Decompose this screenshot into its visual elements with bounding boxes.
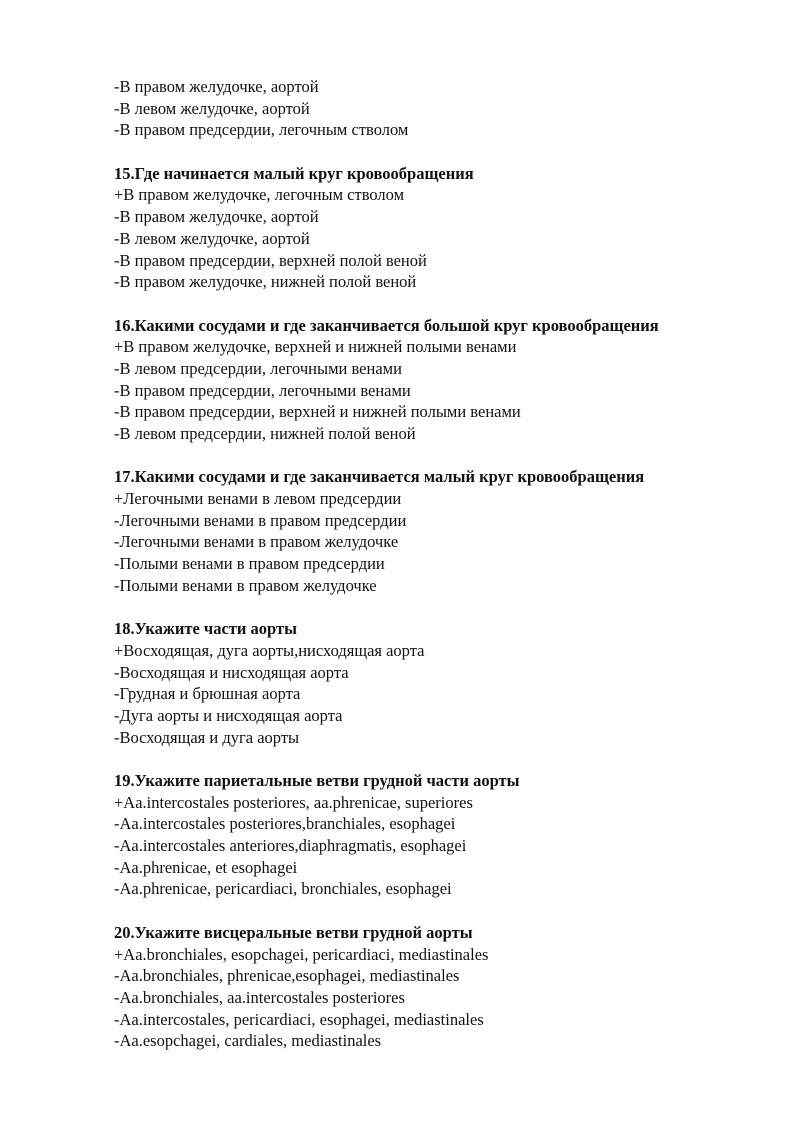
answer-option: -Восходящая и дуга аорты: [114, 727, 300, 747]
question-16: [114, 315, 764, 445]
answer-option: -Aa.bronchiales, phrenicae,esophagei, mediastinales: [114, 966, 460, 986]
answer-option: -Полыми венами в правом предсердии: [114, 554, 385, 574]
answer-option: +Aa.intercostales posteriores, aa.phrenicae, superiores: [114, 792, 473, 812]
question-title: 19.Укажите париетальные ветви грудной части аорты: [114, 771, 520, 790]
question-15: [114, 163, 764, 293]
answer-option: -Aa.phrenicae, et esophagei: [114, 857, 298, 877]
spacer: [114, 293, 764, 315]
answer-option: -Aa.intercostales posteriores,branchiales, esophagei: [114, 814, 456, 834]
question-title: 15.Где начинается малый круг кровообращения: [114, 163, 474, 183]
answer-option: +Легочными венами в левом предсердии: [114, 489, 402, 509]
answer-option: -Aa.esopchagei, cardiales, mediastinales: [114, 1031, 382, 1051]
answer-option: -В правом предсердии, верхней и нижней полыми венами: [114, 402, 521, 422]
answer-option: +В правом желудочке, верхней и нижней полыми венами: [114, 337, 517, 357]
question-17: [114, 466, 764, 596]
answer-option: -Дуга аорты и нисходящая аорта: [114, 705, 343, 725]
question-title: 18.Укажите части аорты: [114, 619, 297, 639]
answer-option: -В левом предсердии, легочными венами: [114, 358, 402, 378]
question-18: [114, 618, 764, 748]
answer-option: -В правом желудочке, аортой: [114, 207, 319, 227]
answer-option: -Aa.phrenicae, pericardiaci, bronchiales, esophagei: [114, 879, 452, 899]
answer-option: -Грудная и брюшная аорта: [114, 684, 301, 704]
answer-option: -Легочными венами в правом предсердии: [114, 510, 407, 530]
answer-option: +Aa.bronchiales, esopchagei, pericardiaci, mediastinales: [114, 944, 489, 964]
answer-option: -В левом предсердии, нижней полой веной: [114, 424, 416, 443]
question-title: 17.Какими сосудами и где заканчивается малый круг кровообращения: [114, 467, 645, 487]
spacer: [114, 748, 764, 770]
spacer: [114, 141, 764, 163]
question-20: [114, 922, 764, 1052]
spacer: [114, 597, 764, 619]
answer-option: -В правом предсердии, легочными венами: [114, 380, 411, 400]
document-page: [114, 76, 764, 1052]
answer-option: +В правом желудочке, легочным стволом: [114, 185, 405, 205]
question-title: 16.Какими сосудами и где заканчивается большой круг кровообращения: [114, 315, 659, 335]
answer-option: -Aa.intercostales, pericardiaci, esophagei, mediastinales: [114, 1009, 484, 1029]
question-title: 20.Укажите висцеральные ветви грудной аорты: [114, 922, 473, 942]
spacer: [114, 445, 764, 467]
answer-option: -В правом предсердии, верхней полой веной: [114, 250, 427, 270]
answer-option: -В правом желудочке, аортой: [114, 77, 319, 96]
answer-option: -Aa.intercostales anteriores,diaphragmatis, esophagei: [114, 836, 467, 856]
answer-option: -Aa.bronchiales, aa.intercostales posteriores: [114, 987, 405, 1007]
spacer: [114, 900, 764, 922]
answer-option: -В правом желудочке, нижней полой веной: [114, 272, 417, 292]
answer-option: -В левом желудочке, аортой: [114, 98, 310, 118]
answer-option: +Восходящая, дуга аорты,нисходящая аорта: [114, 640, 425, 660]
previous-question-options: [114, 76, 764, 141]
answer-option: -Полыми венами в правом желудочке: [114, 575, 377, 595]
answer-option: -В левом желудочке, аортой: [114, 228, 310, 248]
answer-option: -Легочными венами в правом желудочке: [114, 532, 399, 552]
question-19: [114, 770, 764, 900]
answer-option: -Восходящая и нисходящая аорта: [114, 662, 349, 682]
answer-option: -В правом предсердии, легочным стволом: [114, 120, 409, 140]
